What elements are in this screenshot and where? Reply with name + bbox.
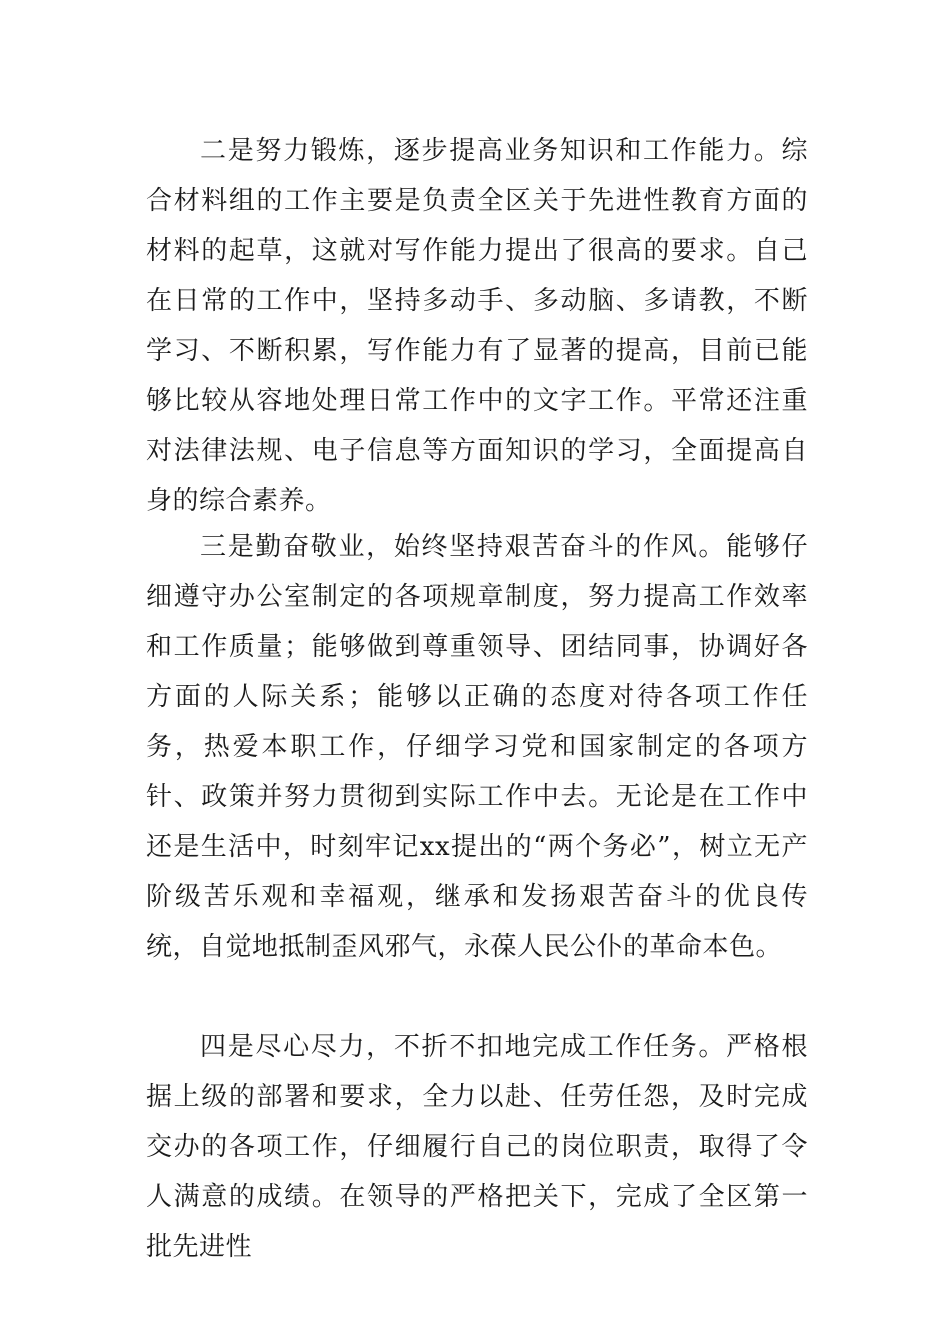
paragraph-2-effort-training: 二是努力锻炼，逐步提高业务知识和工作能力。综合材料组的工作主要是负责全区关于先进性教育方面的材料的起草，这就对写作能力提出了很高的要求。自己在日常的工作中，坚持多动手、多动脑、多请教，不断学习、不断积累，写作能力有了显著的提高，目前已能够比较从容地处理日常工作中的文字工作。平常还注重对法律法规、电子信息等方面知识的学习，全面提高自身的综合素养。 <box>146 136 808 516</box>
paragraph-4-complete-tasks: 四是尽心尽力，不折不扣地完成工作任务。严格根据上级的部署和要求，全力以赴、任劳任怨，及时完成交办的各项工作，仔细履行自己的岗位职责，取得了令人满意的成绩。在领导的严格把关下，完成了全区第一批先进性 <box>146 1032 808 1262</box>
paragraph-3-diligence: 三是勤奋敬业，始终坚持艰苦奋斗的作风。能够仔细遵守办公室制定的各项规章制度，努力提高工作效率和工作质量；能够做到尊重领导、团结同事，协调好各方面的人际关系；能够以正确的态度对待各项工作任务，热爱本职工作，仔细学习党和国家制定的各项方针、政策并努力贯彻到实际工作中去。无论是在工作中还是生活中，时刻牢记xx提出的“两个务必”，树立无产阶级苦乐观和幸福观，继承和发扬艰苦奋斗的优良传统，自觉地抵制歪风邪气，永葆人民公仆的革命本色。 <box>146 532 808 962</box>
